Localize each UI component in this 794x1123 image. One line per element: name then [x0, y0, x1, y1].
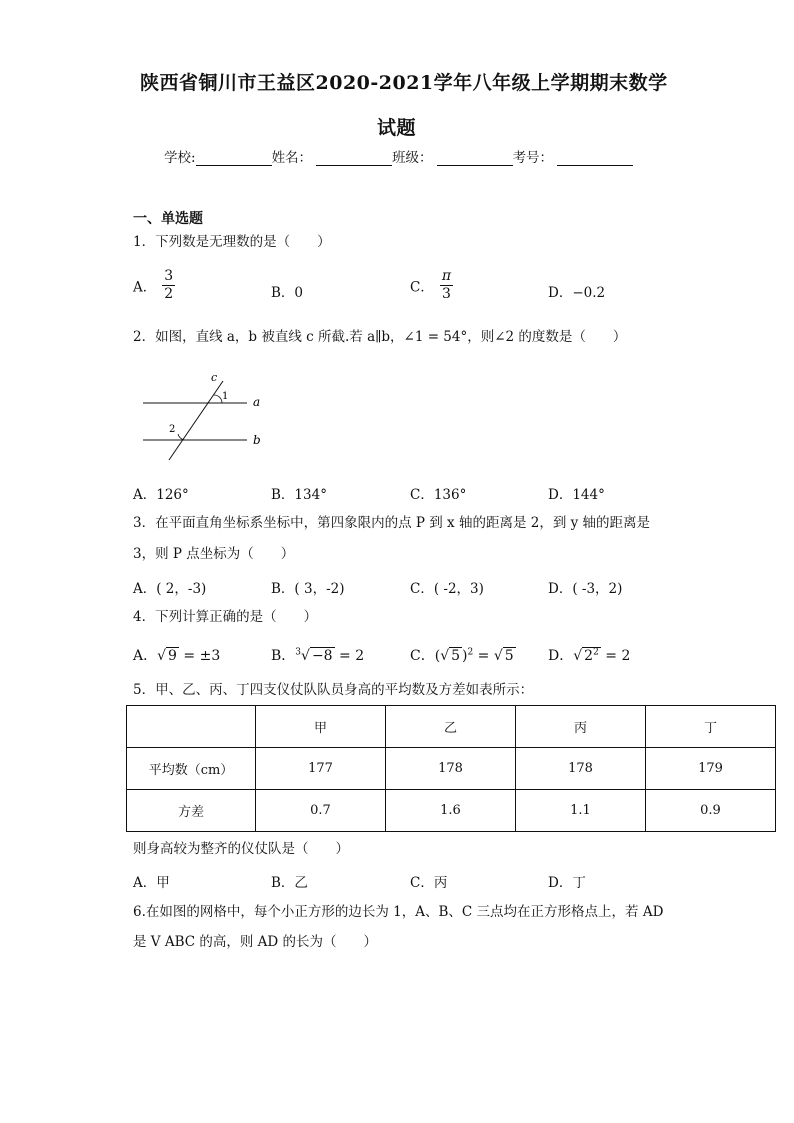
q4-c-radicand: 5 [451, 648, 461, 664]
table-cell: 甲 [256, 706, 386, 748]
section-heading: 一、单选题 [133, 211, 203, 227]
sqrt-icon: √ [573, 648, 583, 664]
q4-option-a [133, 645, 220, 665]
table-row [127, 706, 776, 748]
q4-b-rest: = 2 [334, 648, 365, 664]
table-cell: 179 [646, 748, 776, 790]
q6-line1: 6.在如图的网格中，每个小正方形的边长为 1，A、B、C 三点均在正方形格点上，若 AD [133, 904, 664, 920]
sqrt-icon: √ [440, 648, 450, 664]
title-line2: 试题 [377, 117, 417, 139]
q5-option-d: D．丁 [548, 875, 586, 891]
q4-stem: 4．下列计算正确的是（ ） [133, 609, 318, 625]
table-cell: 178 [386, 748, 516, 790]
q4-c-paren-close: ) [462, 648, 468, 664]
label-a: a [253, 395, 261, 409]
angle1-arc [214, 395, 222, 403]
table-row [127, 748, 776, 790]
line-c [169, 381, 223, 460]
q4-d-base: 2 [584, 648, 594, 664]
table-cell: 178 [516, 748, 646, 790]
class-label: 班级： [392, 150, 433, 166]
sqrt-icon: √ [157, 648, 167, 664]
q3-option-c: C．( -2，3) [410, 581, 484, 597]
exam-no-label: 考号： [512, 150, 554, 166]
q4-d-rest: = 2 [600, 648, 631, 664]
q5-table [126, 705, 776, 832]
q1-c-num: π [441, 268, 452, 284]
exam-no-blank[interactable] [557, 151, 633, 166]
q3-option-d: D．( -3，2) [548, 581, 623, 597]
q5-after: 则身高较为整齐的仪仗队是（ ） [133, 841, 349, 857]
q1-c-den: 3 [441, 286, 451, 302]
q4-c-eq: = [473, 648, 494, 664]
q1-c-fraction [440, 268, 453, 303]
table-cell: 方差 [127, 790, 256, 832]
table-cell [127, 706, 256, 748]
q4-option-b [271, 645, 364, 665]
table-row [127, 790, 776, 832]
table-cell: 0.9 [646, 790, 776, 832]
table-cell: 乙 [386, 706, 516, 748]
q1-a-label: A． [133, 279, 157, 296]
q4-c-radicand2: 5 [504, 648, 514, 664]
label-c: c [211, 371, 218, 384]
sqrt-icon: √ [301, 648, 310, 664]
q5-option-b: B．乙 [271, 875, 308, 891]
table-cell: 1.6 [386, 790, 516, 832]
q2-option-c: C．136° [410, 487, 467, 503]
q4-a-radicand: 9 [168, 648, 177, 664]
q1-option-d: D．−0.2 [548, 285, 606, 301]
q5-option-a: A．甲 [133, 875, 170, 891]
q2-option-b: B．134° [271, 487, 327, 503]
table-cell: 177 [256, 748, 386, 790]
q4-c-paren-open: ( [434, 648, 441, 664]
q3-option-a: A．( 2，-3) [133, 581, 207, 597]
q2-option-d: D．144° [548, 487, 605, 503]
school-label: 学校: [164, 150, 196, 166]
table-cell: 1.1 [516, 790, 646, 832]
label-b: b [253, 433, 261, 447]
name-label: 姓名： [271, 150, 313, 166]
title-line1: 陕西省铜川市王益区2020-2021学年八年级上学期期末数学 [140, 72, 668, 94]
table-cell: 0.7 [256, 790, 386, 832]
q3-option-b: B．( 3，-2) [271, 581, 345, 597]
q1-a-den: 2 [164, 286, 174, 302]
table-cell: 平均数（cm） [127, 748, 256, 790]
q4-d-exp: 2 [593, 647, 599, 658]
q4-option-c [410, 645, 516, 665]
q2-figure [135, 368, 275, 468]
q5-stem: 5．甲、乙、丙、丁四支仪仗队队员身高的平均数及方差如表所示： [133, 682, 534, 698]
sqrt-icon: √ [493, 648, 503, 664]
q3-stem-line2: 3，则 P 点坐标为（ ） [133, 546, 295, 562]
q4-a-label: A． [133, 648, 158, 664]
q4-b-radicand: −8 [311, 648, 333, 664]
q1-a-fraction [162, 268, 175, 303]
q1-stem: 1．下列数是无理数的是（ ） [133, 234, 331, 250]
class-blank[interactable] [437, 151, 513, 166]
q4-a-rest: = ±3 [178, 648, 221, 664]
q4-c-label: C． [410, 648, 435, 664]
q1-c-label: C． [410, 279, 434, 296]
q4-d-label: D． [548, 648, 574, 664]
q3-stem-line1: 3．在平面直角坐标系坐标中，第四象限内的点 P 到 x 轴的距离是 2，到 y 轴的距离是 [133, 515, 651, 531]
q4-b-index: 3 [295, 647, 302, 658]
table-cell: 丁 [646, 706, 776, 748]
q5-option-c: C．丙 [410, 875, 448, 891]
student-info [164, 146, 633, 166]
q1-option-b: B．0 [271, 285, 304, 301]
q4-option-d [548, 645, 630, 665]
table-cell: 丙 [516, 706, 646, 748]
q4-d-radicand [582, 647, 601, 664]
name-blank[interactable] [316, 151, 392, 166]
label-1: 1 [222, 391, 229, 402]
q2-stem: 2．如图，直线 a，b 被直线 c 所截.若 a∥b，∠1 = 54°，则∠2 的度数是（ ） [133, 329, 627, 345]
q2-option-a: A．126° [133, 487, 189, 503]
q4-b-label: B． [271, 648, 296, 664]
label-2: 2 [169, 424, 176, 435]
q4-c-exp: 2 [467, 647, 474, 658]
q1-option-a [133, 268, 175, 303]
school-blank[interactable] [196, 151, 272, 166]
q6-line2: 是 V ABC 的高，则 AD 的长为（ ） [133, 934, 378, 950]
q1-a-num: 3 [164, 268, 174, 284]
q1-option-c [410, 268, 453, 303]
